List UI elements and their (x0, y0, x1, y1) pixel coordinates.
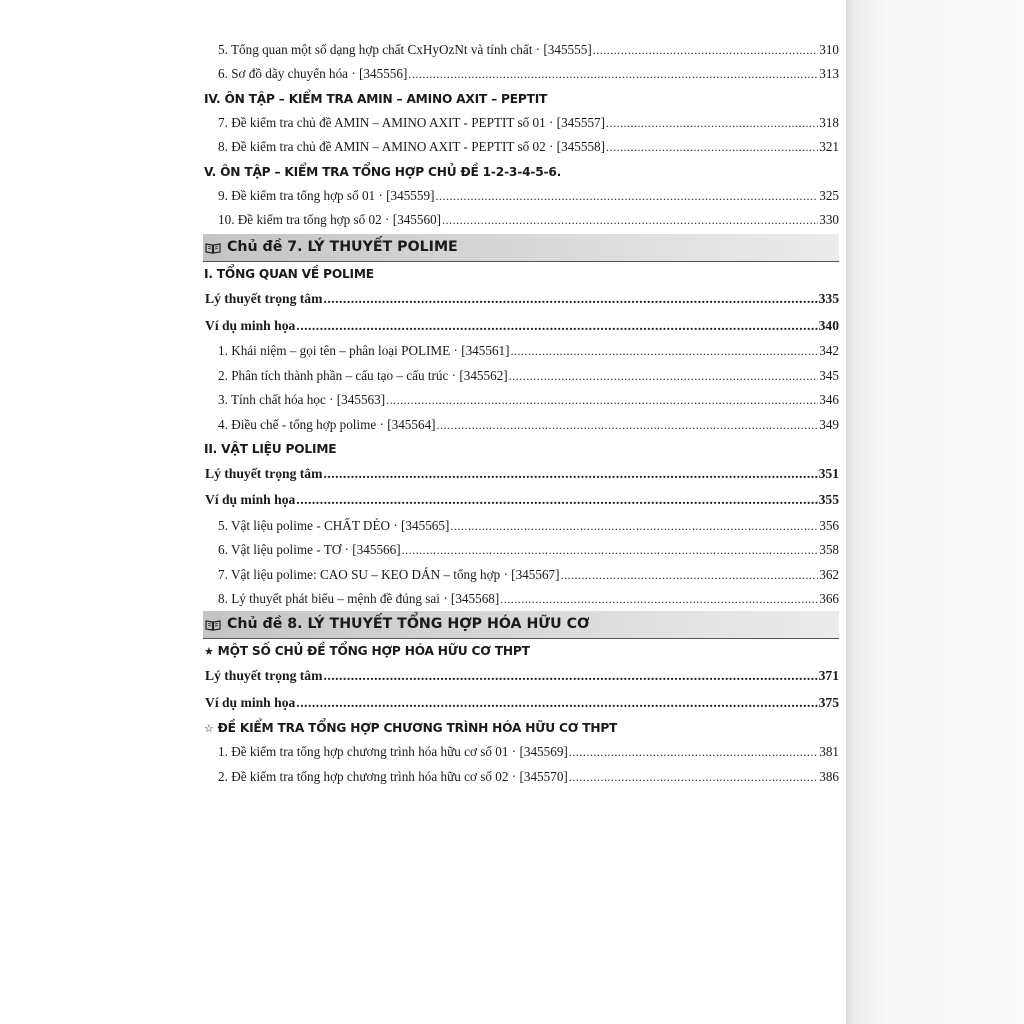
chapter-title: Chủ đề 7. LÝ THUYẾT POLIME (227, 239, 458, 256)
dot-leader (408, 62, 818, 86)
dot-leader (511, 339, 819, 363)
toc-entry-label: 9. Đề kiểm tra tổng hợp số 01 · [345559] (218, 187, 435, 203)
toc-entry-page: 321 (819, 139, 839, 155)
toc-entry-label: Lý thuyết trọng tâm (205, 668, 323, 684)
toc-entry[interactable] (203, 563, 839, 587)
toc-entry-label: 2. Phân tích thành phần – cấu tạo – cấu trúc · [345562] (218, 367, 508, 383)
toc-entry-label: 7. Vật liệu polime: CAO SU – KEO DÁN – tổng hợp · [345567] (218, 566, 560, 582)
page-edge-shadow (846, 0, 1024, 1024)
toc-entry[interactable] (203, 135, 839, 159)
toc-entry-page: 342 (819, 343, 839, 359)
toc-entry-label: Ví dụ minh họa (205, 492, 296, 508)
toc-entry-page: 356 (819, 517, 839, 533)
section-heading-label: MỘT SỐ CHỦ ĐỀ TỔNG HỢP HÓA HỮU CƠ THPT (217, 644, 530, 659)
toc-entry-label: 8. Lý thuyết phát biểu – mệnh đề đúng sai · [345568] (218, 591, 500, 607)
toc-entry-label: 10. Đề kiểm tra tổng hợp số 02 · [345560] (218, 211, 442, 227)
section-heading-i: I. TỔNG QUAN VỀ POLIME (204, 267, 374, 282)
toc-entry[interactable] (203, 38, 839, 62)
toc-entry-label: Lý thuyết trọng tâm (205, 291, 323, 307)
toc-entry[interactable] (203, 62, 839, 86)
toc-entry-label: 5. Vật liệu polime - CHẤT DẺO · [345565] (218, 517, 450, 533)
chapter-heading-7[interactable] (203, 234, 839, 262)
toc-major-entry[interactable] (203, 313, 839, 340)
toc-entry-page: 375 (818, 694, 839, 710)
section-heading-a (203, 639, 839, 663)
toc-entry-page: 346 (819, 392, 839, 408)
table-of-contents (203, 38, 839, 789)
toc-entry-label: 2. Đề kiểm tra tổng hợp chương trình hóa hữu cơ số 02 · [345570] (218, 768, 568, 784)
dot-leader (500, 587, 818, 611)
section-heading-label: ĐỀ KIỂM TRA TỔNG HỢP CHƯƠNG TRÌNH HÓA HỮU CƠ THPT (217, 721, 618, 736)
dot-leader (435, 184, 818, 208)
toc-entry[interactable] (203, 740, 839, 764)
dot-leader (442, 208, 818, 232)
toc-major-entry[interactable] (203, 690, 839, 717)
toc-entry-label: 1. Khái niệm – gọi tên – phân loại POLIME · [345561] (218, 343, 510, 359)
toc-entry-label: Ví dụ minh họa (205, 694, 296, 710)
dot-leader (561, 563, 819, 587)
toc-entry-page: 355 (818, 492, 839, 508)
toc-entry-label: 4. Điều chế - tổng hợp polime · [345564] (218, 416, 436, 432)
toc-entry-label: 8. Đề kiểm tra chủ đề AMIN – AMINO AXIT - PEPTIT số 02 · [345558] (218, 139, 606, 155)
section-heading-b (203, 716, 839, 740)
toc-entry-page: 330 (819, 211, 839, 227)
toc-entry-label: 1. Đề kiểm tra tổng hợp chương trình hóa hữu cơ số 01 · [345569] (218, 744, 568, 760)
toc-entry-page: 358 (819, 542, 839, 558)
toc-entry-label: 3. Tính chất hóa học · [345563] (218, 392, 386, 408)
filled-star-icon: ★ (204, 645, 214, 659)
toc-entry-page: 381 (819, 744, 839, 760)
toc-entry[interactable] (203, 413, 839, 437)
toc-entry-page: 340 (818, 317, 839, 333)
toc-entry-page: 318 (819, 114, 839, 130)
toc-major-entry[interactable] (203, 461, 839, 488)
chapter-title: Chủ đề 8. LÝ THUYẾT TỔNG HỢP HÓA HỮU CƠ (227, 616, 590, 633)
toc-entry[interactable] (203, 184, 839, 208)
toc-entry-page: 371 (818, 668, 839, 684)
dot-leader (296, 313, 817, 340)
toc-entry-label: 6. Vật liệu polime - TƠ · [345566] (218, 542, 401, 558)
toc-major-entry[interactable] (203, 286, 839, 313)
dot-leader (323, 461, 817, 488)
toc-entry-page: 345 (819, 367, 839, 383)
toc-entry-label: 5. Tổng quan một số dạng hợp chất CxHyOzNt và tính chất · [345555] (218, 42, 592, 57)
toc-entry[interactable] (203, 339, 839, 363)
toc-entry[interactable] (203, 587, 839, 611)
toc-entry-page: 362 (819, 566, 839, 582)
chapter-heading-8[interactable] (203, 611, 839, 639)
dot-leader (402, 538, 819, 562)
toc-major-entry[interactable] (203, 663, 839, 690)
dot-leader (606, 111, 818, 135)
toc-entry[interactable] (203, 388, 839, 412)
toc-entry-page: 386 (819, 768, 839, 784)
toc-entry[interactable] (203, 765, 839, 789)
toc-entry-page: 335 (818, 291, 839, 307)
dot-leader (450, 514, 818, 538)
dot-leader (296, 690, 817, 717)
section-heading-ii: II. VẬT LIỆU POLIME (204, 441, 337, 456)
toc-entry[interactable] (203, 364, 839, 388)
outline-star-icon: ☆ (204, 722, 214, 736)
dot-leader (437, 413, 819, 437)
toc-entry-page: 310 (819, 42, 839, 57)
toc-entry-label: Lý thuyết trọng tâm (205, 465, 323, 481)
toc-entry-page: 349 (819, 416, 839, 432)
dot-leader (569, 740, 818, 764)
dot-leader (296, 487, 817, 514)
open-book-icon (205, 242, 221, 254)
toc-entry-label: Ví dụ minh họa (205, 317, 296, 333)
dot-leader (593, 38, 819, 62)
toc-entry-page: 351 (818, 465, 839, 481)
dot-leader (323, 663, 817, 690)
open-book-icon (205, 619, 221, 631)
toc-major-entry[interactable] (203, 487, 839, 514)
dot-leader (323, 286, 817, 313)
toc-entry[interactable] (203, 538, 839, 562)
toc-entry[interactable] (203, 208, 839, 232)
toc-entry[interactable] (203, 111, 839, 135)
toc-entry-label: 6. Sơ đồ dãy chuyển hóa · [345556] (218, 66, 408, 82)
dot-leader (606, 135, 818, 159)
toc-entry-page: 325 (819, 187, 839, 203)
section-heading-v: V. ÔN TẬP – KIỂM TRA TỔNG HỢP CHỦ ĐỀ 1-2-3-4-5-6. (204, 164, 562, 179)
toc-entry[interactable] (203, 514, 839, 538)
toc-entry-page: 313 (819, 66, 839, 82)
dot-leader (509, 364, 819, 388)
toc-entry-page: 366 (819, 591, 839, 607)
toc-entry-label: 7. Đề kiểm tra chủ đề AMIN – AMINO AXIT - PEPTIT số 01 · [345557] (218, 114, 606, 130)
section-heading-iv: IV. ÔN TẬP – KIỂM TRA AMIN – AMINO AXIT – PEPTIT (204, 91, 548, 106)
dot-leader (386, 388, 818, 412)
dot-leader (569, 765, 818, 789)
